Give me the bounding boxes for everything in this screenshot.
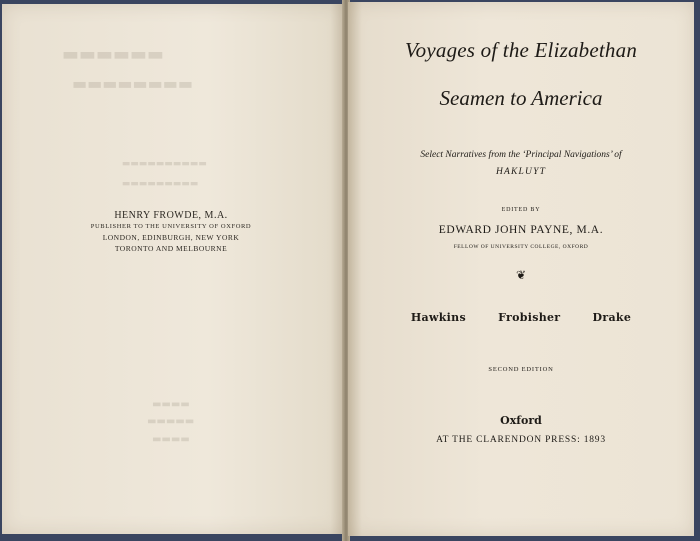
bleed-through-text: ▬▬▬▬▬▬▬▬ xyxy=(72,74,193,93)
bleed-through-text: ▬▬▬▬ xyxy=(152,434,190,445)
author-name: HAKLUYT xyxy=(495,167,547,177)
bleed-through-text: ▬▬▬▬▬▬▬▬▬ xyxy=(122,179,199,189)
publisher-imprint xyxy=(0,210,342,253)
voyager-names xyxy=(348,311,694,324)
bleed-through-text: ▬▬▬▬▬▬▬▬▬▬ xyxy=(122,159,208,169)
voyager-name: Hawkins xyxy=(410,311,466,324)
press-line: AT THE CLARENDON PRESS: 1893 xyxy=(436,435,606,445)
editor-name: EDWARD JOHN PAYNE, M.A. xyxy=(438,224,604,236)
left-page xyxy=(2,4,344,534)
edited-by-label: EDITED BY xyxy=(501,207,541,213)
bleed-through-text: ▬▬▬▬ xyxy=(152,399,190,410)
publication-city: Oxford xyxy=(500,414,542,427)
book-title-line2: Seamen to America xyxy=(439,86,603,110)
book-title-line1: Voyages of the Elizabethan xyxy=(404,38,638,62)
edition-label: SECOND EDITION xyxy=(488,366,554,373)
voyager-name: Frobisher xyxy=(498,311,561,324)
bleed-through-text: ▬▬▬▬▬▬ xyxy=(62,44,165,65)
publisher-role: PUBLISHER TO THE UNIVERSITY OF OXFORD xyxy=(90,223,252,230)
publisher-name: HENRY FROWDE, M.A. xyxy=(114,210,228,221)
subtitle: Select Narratives from the ‘Principal Navigations’ of xyxy=(420,150,622,160)
publisher-cities-line1: LONDON, EDINBURGH, NEW YORK xyxy=(102,233,240,242)
publisher-cities-line2: TORONTO AND MELBOURNE xyxy=(114,244,228,253)
bleed-through-text: ▬▬▬▬▬ xyxy=(147,416,195,427)
ornament-icon: ❦ xyxy=(515,268,527,282)
editor-affiliation: FELLOW OF UNIVERSITY COLLEGE, OXFORD xyxy=(453,244,589,250)
voyager-name: Drake xyxy=(592,311,632,324)
